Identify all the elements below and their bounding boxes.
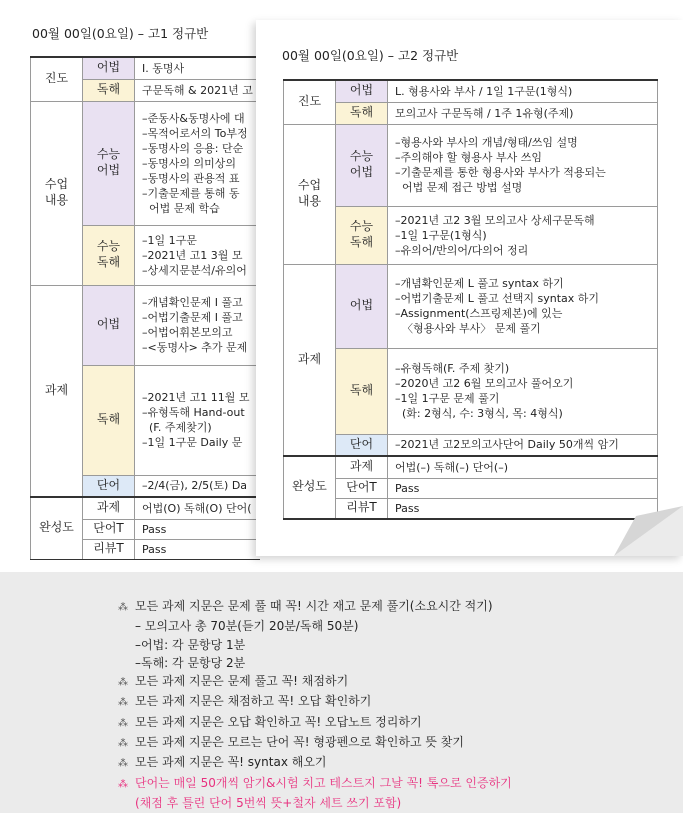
cell-line: –유의어/반의어/다의어 정리 [395,243,529,257]
cell-line: –형용사와 부사의 개념/형태/쓰임 설명 [395,136,578,149]
cell-line: –기출문제를 통해 동 [142,186,240,200]
suneung-grammar-lines [388,133,657,197]
hw-reading-label: 독해 [336,348,388,434]
cell-line: –준동사&동명사에 대 [142,111,245,125]
cell-line: –2020년 고2 6월 모의고사 풀어오기 [395,377,574,390]
suneung-grammar-label [336,124,388,206]
hw-grammar-label: 어법 [336,264,388,348]
cell-line: –어법기출문제 L 풀고 선택지 syntax 하기 [395,292,600,305]
suneung-reading-text: 수능 독해 [349,219,374,249]
completion-row-value: 어법(–) 독해(–) 단어(–) [395,460,508,474]
cell-line: –유형독해 Hand-out [142,406,245,419]
cell-line: –동명사의 응용: 단순 [142,141,244,155]
completion-row-label: 리뷰T [336,498,388,519]
note-text: 모든 과제 지문은 문제 풀 때 꼭! 시간 재고 문제 풀기(소요시간 적기) [135,599,493,613]
cell-line: –2021년 고1 11월 모 [142,391,250,404]
back-plan-table [30,56,260,560]
homework-notes-list [118,597,512,812]
grammar-label: 어법 [336,80,388,102]
class-content-text: 수업 내용 [44,177,69,207]
cell-line: –상세지문분석/유의어 [142,263,247,277]
note-item [118,794,512,812]
completion-row-value: Pass [395,481,420,495]
grammar-label: 어법 [83,57,135,79]
sparkle-star-icon: ⁂ [118,677,126,689]
completion-row-label: 리뷰T [83,539,135,560]
reading-value: 모의고사 구문독해 / 1주 1유형(주제) [395,106,574,120]
homework-label: 과제 [31,285,83,497]
hw-reading-lines [135,388,260,452]
completion-row-label: 단어T [336,478,388,498]
cell-line: (F. 주제찾기) [142,421,212,434]
completion-label: 완성도 [31,497,83,560]
completion-row-label: 과제 [83,497,135,519]
note-text: – 모의고사 총 70분(듣기 20분/독해 50분) [135,619,359,634]
completion-row-value: Pass [395,501,420,515]
suneung-reading-text: 수능 독해 [96,239,121,269]
sparkle-star-icon: ⁂ [118,602,126,613]
hw-reading-lines [388,359,657,423]
completion-row-label: 단어T [83,519,135,539]
cell-line: 어법 문제 접근 방법 설명 [395,181,523,194]
note-item [118,636,512,654]
suneung-grammar-text: 수능 어법 [96,147,121,177]
progress-label: 진도 [284,80,336,124]
suneung-grammar-label [83,101,135,225]
completion-row-value: Pass [142,522,167,536]
hw-grammar-lines [388,274,657,338]
note-text: 모든 과제 지문은 채점하고 꼭! 오답 확인하기 [135,694,372,709]
cell-line: –2021년 고2 3월 모의고사 상세구문독해 [395,213,595,227]
note-item [118,617,512,635]
note-text: 모든 과제 지문은 오답 확인하고 꼭! 오답노트 정리하기 [135,714,422,729]
cell-line: –어법어휘본모의고 [142,326,233,339]
class-content-text: 수업 내용 [297,178,322,208]
back-sheet-title: 00월 00일(0요일) – 고1 정규반 [32,26,209,41]
note-item [118,713,512,733]
cell-line: –기출문제를 통한 형용사와 부사가 적용되는 [395,166,606,179]
completion-row-label: 과제 [336,456,388,478]
front-sheet [256,20,683,556]
note-item [118,774,512,794]
cell-line: 어법 문제 학습 [142,201,220,215]
back-sheet [0,0,260,560]
note-item [118,733,512,753]
cell-line: 〈형용사와 부사〉 문제 풀기 [395,322,541,335]
completion-label: 완성도 [284,456,336,519]
cell-line: –주의해야 할 형용사 부사 쓰임 [395,151,542,164]
note-text: –독해: 각 문항당 2분 [135,655,246,670]
cell-line: –1일 1구문 Daily 문 [142,436,243,449]
note-text: 모든 과제 지문은 꼭! syntax 해오기 [135,755,327,770]
cell-line: –동명사의 의미상의 [142,156,237,170]
hw-grammar-lines [135,293,260,357]
cell-line: (화: 2형식, 수: 3형식, 목: 4형식) [395,407,563,420]
completion-row-value: 어법(O) 독해(O) 단어( [142,501,252,515]
cell-line: –유형독해(F. 주제 찾기) [395,362,510,375]
sparkle-star-icon: ⁂ [118,778,126,790]
cell-line: –목적어로서의 To부정 [142,126,248,140]
homework-label: 과제 [284,264,336,456]
note-item [118,753,512,773]
cell-line: –개념확인문제 L 풀고 syntax 하기 [395,277,564,290]
suneung-reading-lines [135,231,260,280]
hw-reading-label: 독해 [83,365,135,475]
reading-label: 독해 [336,102,388,124]
vocab-value: –2/4(금), 2/5(토) Da [142,479,248,493]
note-item [118,597,512,617]
reading-label: 독해 [83,79,135,101]
sparkle-star-icon: ⁂ [118,697,126,709]
note-item [118,654,512,672]
note-text: 모든 과제 지문은 모르는 단어 꼭! 형광펜으로 확인하고 뜻 찾기 [135,735,464,750]
page-curl-decoration [614,506,683,556]
grammar-value: L. 형용사와 부사 / 1일 1구문(1형식) [395,84,573,98]
cell-line: –개념확인문제 I 풀고 [142,296,243,309]
sparkle-star-icon: ⁂ [118,717,126,729]
note-text: –어법: 각 문항당 1분 [135,637,246,652]
note-text: 단어는 매일 50개씩 암기&시험 치고 테스트지 그날 꼭! 톡으로 인증하기 [135,775,512,790]
cell-line: –2021년 고1 3월 모 [142,248,243,262]
grammar-value: I. 동명사 [142,61,185,75]
suneung-reading-lines [388,211,657,260]
sparkle-star-icon: ⁂ [118,758,126,770]
suneung-reading-label [336,206,388,264]
suneung-grammar-lines [135,109,260,218]
reading-value: 구문독해 & 2021년 고 [142,83,253,97]
completion-row-value: Pass [142,542,167,556]
vocab-value: –2021년 고2모의고사단어 Daily 50개씩 암기 [395,438,619,452]
note-item [118,672,512,692]
sparkle-star-icon: ⁂ [118,738,126,750]
note-item [118,692,512,712]
class-content-label [284,124,336,264]
cell-line: –동명사의 관용적 표 [142,171,240,185]
cell-line: –<동명사> 추가 문제 [142,341,248,354]
hw-grammar-label: 어법 [83,285,135,365]
note-text: (채점 후 틀린 단어 5번씩 뜻+철자 세트 쓰기 포함) [135,795,402,810]
vocab-label: 단어 [336,434,388,456]
cell-line: –1일 1구문 [142,233,197,247]
front-plan-table [283,79,658,520]
class-content-label [31,101,83,285]
cell-line: –1일 1구문(1형식) [395,228,487,242]
front-sheet-title: 00월 00일(0요일) – 고2 정규반 [282,48,459,63]
progress-label: 진도 [31,57,83,101]
cell-line: –Assignment(스프링제본)에 있는 [395,307,563,320]
vocab-label: 단어 [83,475,135,497]
note-text: 모든 과제 지문은 문제 풀고 꼭! 채점하기 [135,674,349,689]
suneung-grammar-text: 수능 어법 [349,149,374,179]
cell-line: –1일 1구문 문제 풀기 [395,392,500,405]
cell-line: –어법기출문제 I 풀고 [142,311,243,324]
suneung-reading-label [83,225,135,285]
